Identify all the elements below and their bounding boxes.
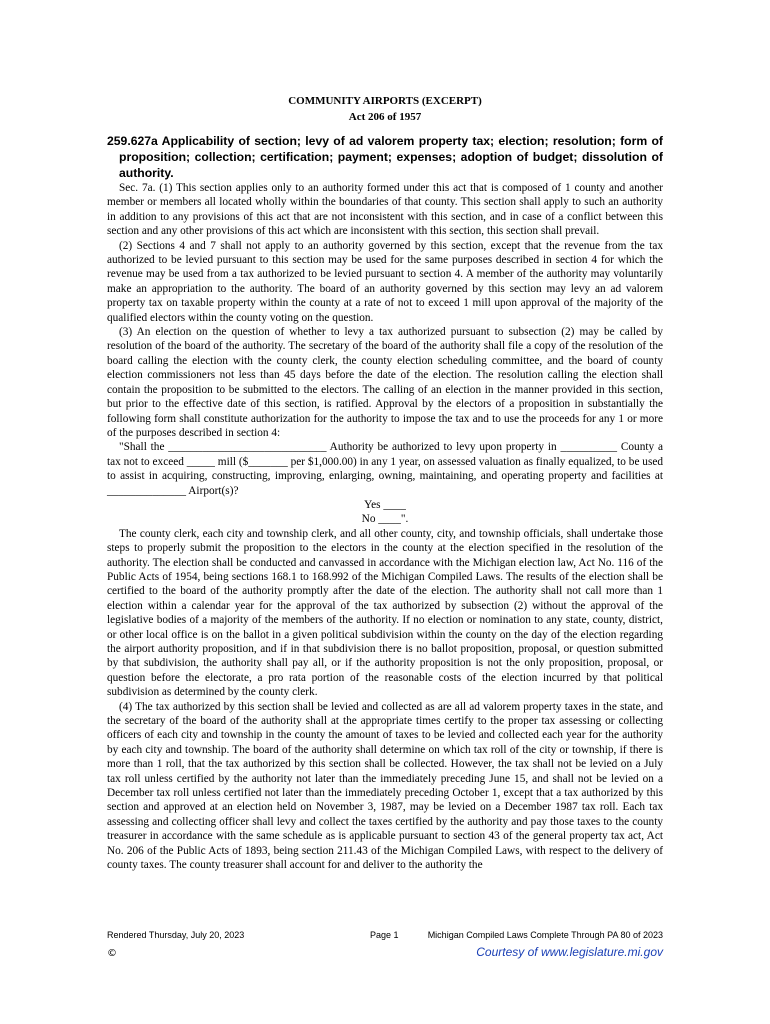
proposition-text: "Shall the ____________________________ Authority be authorized to levy upon property in __________ County a tax not to exceed _____ mill ($_______ per $1,000.00) in any 1 year, on assessed valuation as finally equalized, to be used to assist in acquiring, constructing, improving, enlarging, owning, maintaining, and operating property and facilities at ______________ Airport(s)? [107,441,663,497]
source-note: Michigan Compiled Laws Complete Through PA 80 of 2023 [427,930,663,940]
section-heading: 259.627a Applicability of section; levy of ad valorem property tax; election; resolution; form of proposition; collection; certification; payment; expenses; adoption of budget; dissolution of authority. [107,134,663,180]
document-title: COMMUNITY AIRPORTS (EXCERPT) [288,95,482,107]
paragraph-5: (4) The tax authorized by this section shall be levied and collected as are all ad valorem property taxes in the state, and the secretary of the board of the authority shall at the appropriate times certify to the proper tax assessing or collecting officers of each city and township in the county the amount of taxes to be levied and collected each year for the authority by each city and township. The board of the authority shall determine on which tax roll of the city or township, if there is more than 1 roll, that the tax authorized by this section shall be collected. However, the tax shall not be levied on a July tax roll unless certified by the authority not later than the immediately preceding June 15, and shall not be levied on a December tax roll unless certified not later than the immediately preceding October 1, except that a tax authorized by this section and approved at an election held on November 3, 1987, may be levied on a December 1987 tax roll. Each tax assessing and collecting officer shall levy and collect the taxes certified by the authority and pay those taxes to the county treasurer in accordance with the same schedule as is applicable pursuant to section 43 of the general property tax act, Act No. 206 of the Public Acts of 1893, being section 211.43 of the Michigan Compiled Laws, with respect to the delivery of county taxes. The county treasurer shall account for and deliver to the authority the [107,700,663,872]
page-number: Page 1 [370,930,399,940]
rendered-date: Rendered Thursday, July 20, 2023 [107,930,245,940]
paragraph-3: (3) An election on the question of whether to levy a tax authorized pursuant to subsection (2) may be called by resolution of the board of the authority. The secretary of the board of the authority shall file a copy of the resolution of the board calling the election with the county clerk, the county election scheduling committee, and the board of county election commissioners not less than 45 days before the date of the election. The resolution calling the election shall contain the proposition to be submitted to the electors. The calling of an election in the manner provided in this section, but prior to the effective date of this section, is ratified. Approval by the electors of a proposition in substantially the following form shall constitute authorization for the authority to impose the tax and to use the proceeds for any 1 or more of the purposes described in section 4: [107,326,663,439]
section-body [107,181,663,873]
no-line: No ____". [361,513,409,526]
paragraph-4: The county clerk, each city and township clerk, and all other county, city, and township officials, shall undertake those steps to properly submit the proposition to the electors in the county at the election specified in the resolution of the authority. The election shall be conducted and canvassed in accordance with the Michigan election law, Act No. 116 of the Public Acts of 1954, being sections 168.1 to 168.992 of the Michigan Compiled Laws. The results of the election shall be certified to the board of the authority promptly after the date of the election. The authority shall not call more than 1 election within a calendar year for the approval of the tax authorized by subsection (2) without the approval of the legislative bodies of a majority of the members of the authority. If no election or nomination to any state, county, district, or other local office is on the ballot in a given political subdivision within the county on the day of the election regarding the airport authority proposition, and if in that subdivision there is no ballot proposition, proposal, or question submitted by that subdivision, the authority shall pay all, or if the authority proposition is not the only proposition, proposal, or question before the electorate, a pro rata portion of the reasonable costs of the election incurred by that political subdivision as determined by the county clerk. [107,527,663,699]
act-subtitle: Act 206 of 1957 [348,111,422,123]
page-footer [107,930,663,944]
copyright-symbol: © [107,948,117,959]
paragraph-2: (2) Sections 4 and 7 shall not apply to an authority governed by this section, except that the revenue from the tax authorized to be levied pursuant to this section may be used for the same purposes described in section 4 for which the revenue may be used from a tax authorized to be levied pursuant to section 4. A member of the authority may voluntarily make an appropriation to the authority. The board of an authority governed by this section may levy an ad valorem property tax on taxable property within the county at a rate of not to exceed 1 mill upon approval of the majority of the qualified electors within the county voting on the question. [107,239,663,324]
yes-line: Yes ____ [364,498,406,511]
courtesy-link[interactable]: Courtesy of www.legislature.mi.gov [476,945,663,959]
paragraph-1: Sec. 7a. (1) This section applies only to an authority formed under this act that is composed of 1 county and another member or members all located wholly within the boundaries of that county. This section shall apply to such an authority in addition to any provisions of this act that are not inconsistent with this section, and in case of a conflict between this section and any other provisions of this act which are inconsistent with this section, this section shall prevail. [107,182,663,238]
